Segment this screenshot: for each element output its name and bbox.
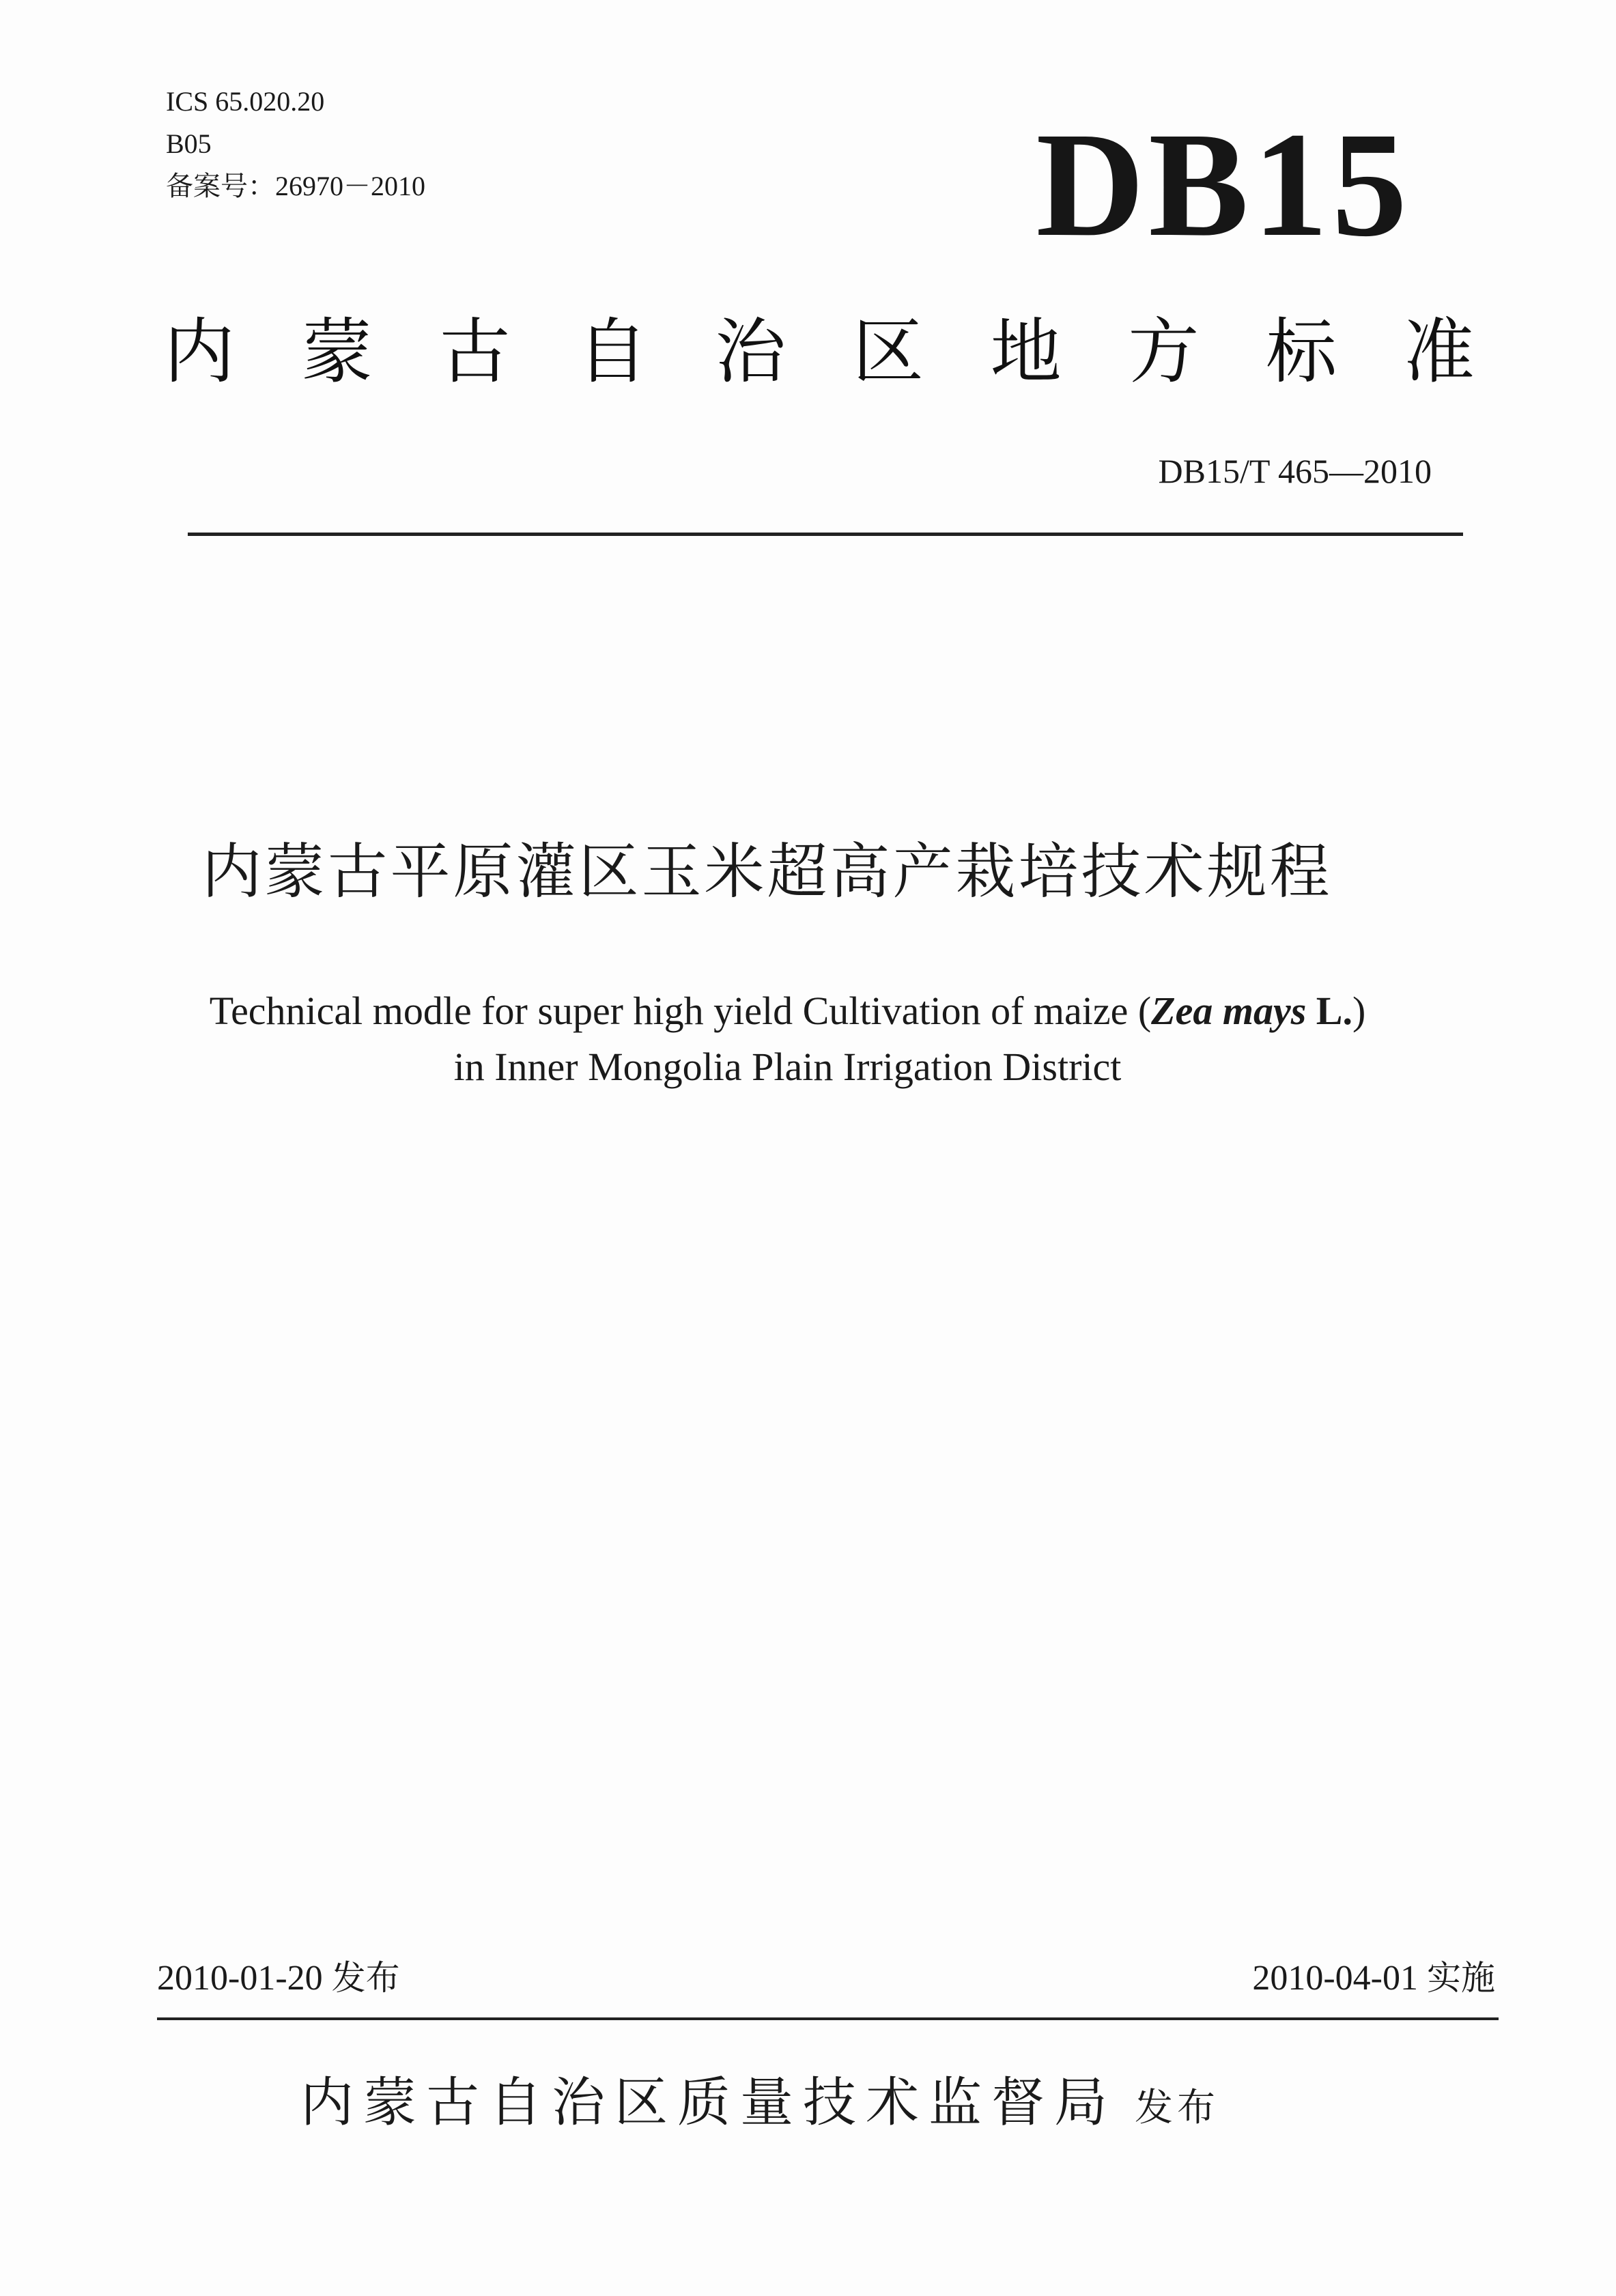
record-number: 备案号：26970－2010: [166, 171, 425, 201]
standard-type-char: 标: [1266, 310, 1337, 393]
standard-type-char: 内: [164, 310, 236, 393]
standard-type-char: 蒙: [301, 310, 373, 393]
species-authority: L.: [1306, 989, 1352, 1033]
implement-label: 实施: [1427, 1958, 1495, 1998]
title-english-paren: ): [1352, 989, 1366, 1033]
standard-type-char: 准: [1403, 310, 1475, 393]
classification-code: B05: [166, 128, 212, 159]
title-chinese: 内蒙古平原灌区玉米超高产栽培技术规程: [201, 836, 1333, 907]
issuing-organization: 内蒙古自治区质量技术监督局: [300, 2072, 1118, 2134]
standard-type-char: 治: [715, 310, 786, 393]
standard-type-char: 区: [852, 310, 924, 393]
standard-type-char: 古: [439, 310, 511, 393]
issue-label: 发布: [331, 1958, 400, 1998]
header-meta: [166, 81, 425, 208]
issue-date-group: [157, 1956, 400, 2000]
standard-type-heading: [164, 307, 1475, 396]
issue-date: 2010-01-20: [157, 1959, 323, 1998]
footer-divider: [157, 2017, 1499, 2020]
implement-date: 2010-04-01: [1252, 1959, 1418, 1998]
title-english: [0, 983, 1616, 1095]
species-name: Zea mays: [1151, 989, 1307, 1033]
title-english-line-1: [0, 983, 1575, 1039]
standard-number: DB15/T 465—2010: [1158, 452, 1432, 490]
standard-type-char: 方: [1128, 310, 1200, 393]
standard-type-char: 地: [990, 310, 1062, 393]
standard-code-logo: DB15: [1036, 101, 1411, 268]
standard-type-char: 自: [577, 310, 649, 393]
dates-row: [157, 1956, 1495, 2000]
title-english-text: Technical modle for super high yield Cultivation of maize (: [209, 989, 1152, 1033]
header-divider: [188, 533, 1463, 536]
issuer-line: [300, 2065, 1219, 2146]
ics-code: ICS 65.020.20: [166, 86, 325, 117]
title-english-line-2: in Inner Mongolia Plain Irrigation District: [453, 1045, 1122, 1089]
issue-action: 发布: [1135, 2086, 1220, 2130]
implement-date-group: [1252, 1956, 1495, 2000]
